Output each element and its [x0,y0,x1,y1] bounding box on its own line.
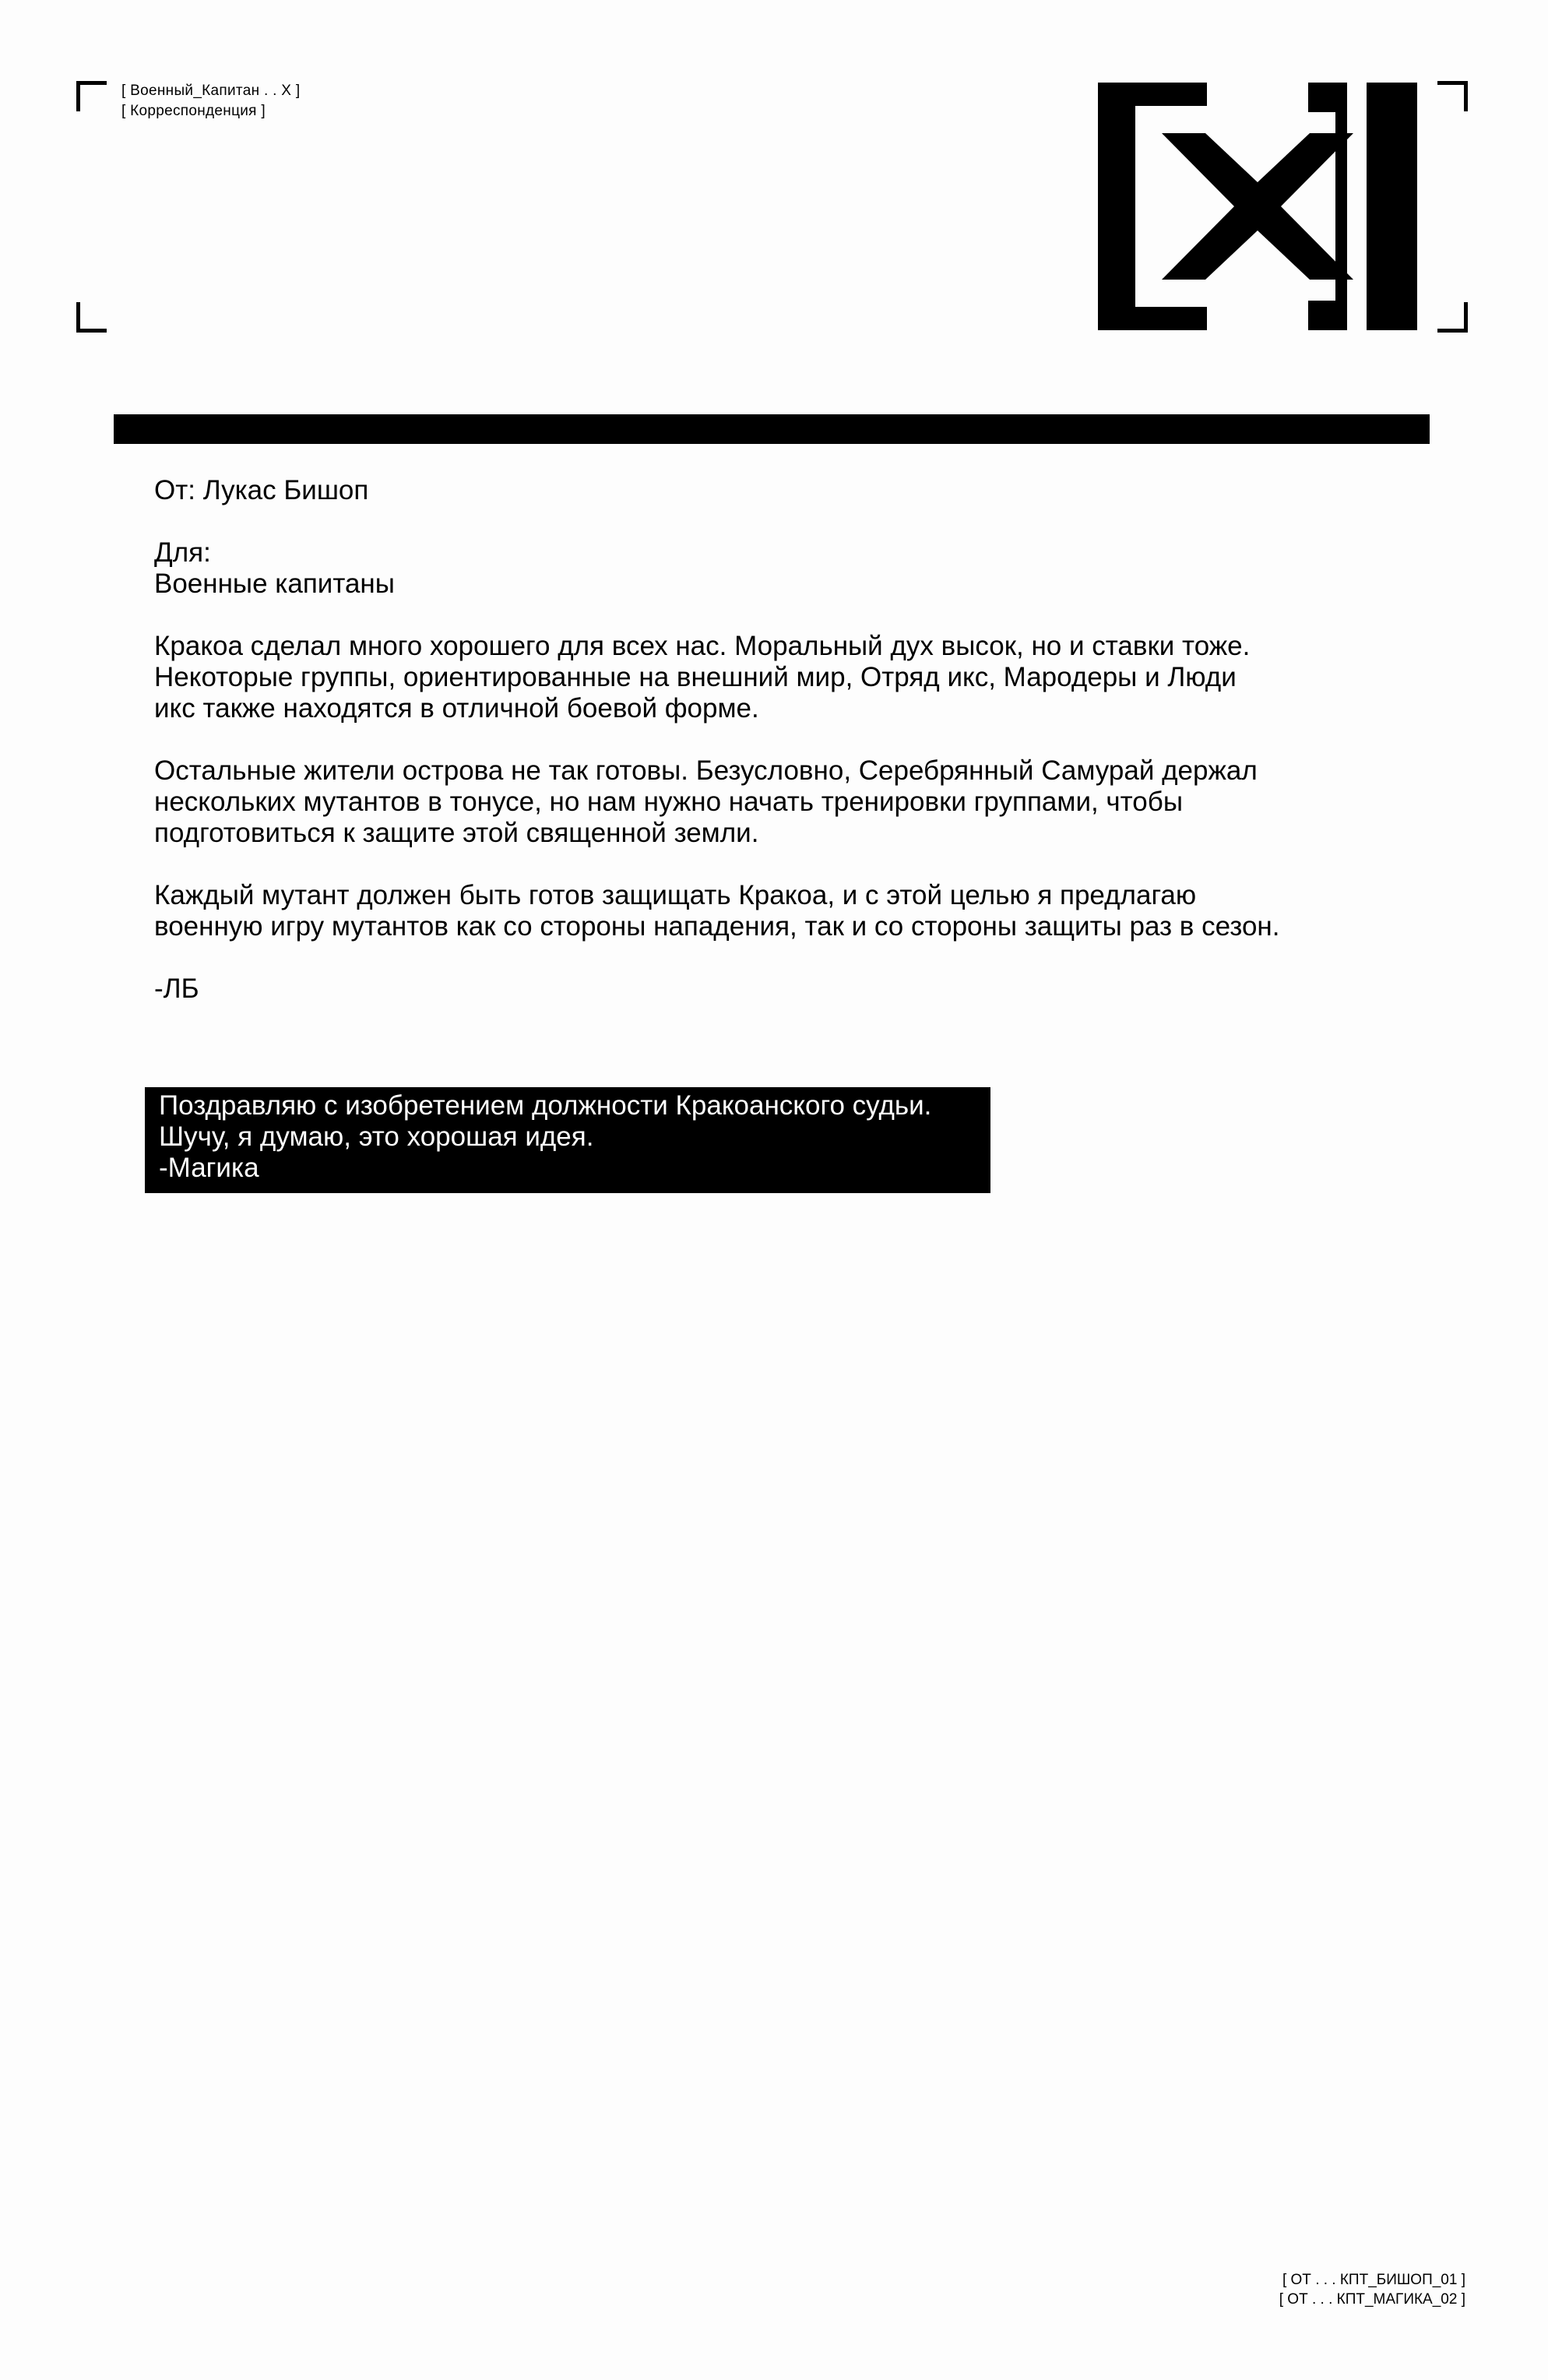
frame-corner-bottom-right [1437,302,1468,333]
letter-from: От: Лукас Бишоп [154,475,369,505]
footer-reference-line1: [ ОТ . . . КПТ_БИШОП_01 ] [1282,2272,1465,2288]
x-bracket-logo-icon [1098,83,1417,330]
header-tag-line1: [ Военный_Капитан . . X ] [121,83,301,99]
paragraph-line: подготовиться к защите этой священной земли. [154,818,759,848]
paragraph-line: Остальные жители острова не так готовы. Безусловно, Серебрянный Самурай держал [154,755,1258,786]
frame-corner-bottom-left [76,302,107,333]
footer-reference-line2: [ ОТ . . . КПТ_МАГИКА_02 ] [1279,2291,1465,2308]
letter-paragraph-1 [154,631,1369,724]
paragraph-line: Некоторые группы, ориентированные на внешний мир, Отряд икс, Мародеры и Люди [154,662,1237,692]
frame-corner-top-right [1437,81,1468,111]
letter-paragraph-2 [154,755,1369,849]
annotation-note [145,1087,990,1193]
frame-corner-top-left [76,81,107,111]
paragraph-line: военную игру мутантов как со стороны нападения, так и со стороны защиты раз в сезон. [154,911,1280,942]
header-tag [121,81,300,121]
note-line: -Магика [159,1153,259,1183]
letter-to-label: Для: [154,537,211,568]
letter-body [154,475,1369,1005]
letter-paragraph-3 [154,880,1369,942]
letter-recipient [154,537,1369,600]
header-divider-bar [114,414,1430,444]
paragraph-line: Каждый мутант должен быть готов защищать Кракоа, и с этой целью я предлагаю [154,880,1197,910]
note-line: Поздравляю с изобретением должности Кракоанского судьи. [159,1090,932,1121]
paragraph-line: нескольких мутантов в тонусе, но нам нужно начать тренировки группами, чтобы [154,787,1183,817]
paragraph-line: икс также находятся в отличной боевой форме. [154,693,759,724]
letter-to-value: Военные капитаны [154,569,395,599]
note-line: Шучу, я думаю, это хорошая идея. [159,1121,594,1152]
footer-reference [1279,2270,1465,2309]
header-tag-line2: [ Корреспонденция ] [121,103,266,119]
letter-signature: -ЛБ [154,973,199,1004]
paragraph-line: Кракоа сделал много хорошего для всех нас. Моральный дух высок, но и ставки тоже. [154,631,1251,661]
